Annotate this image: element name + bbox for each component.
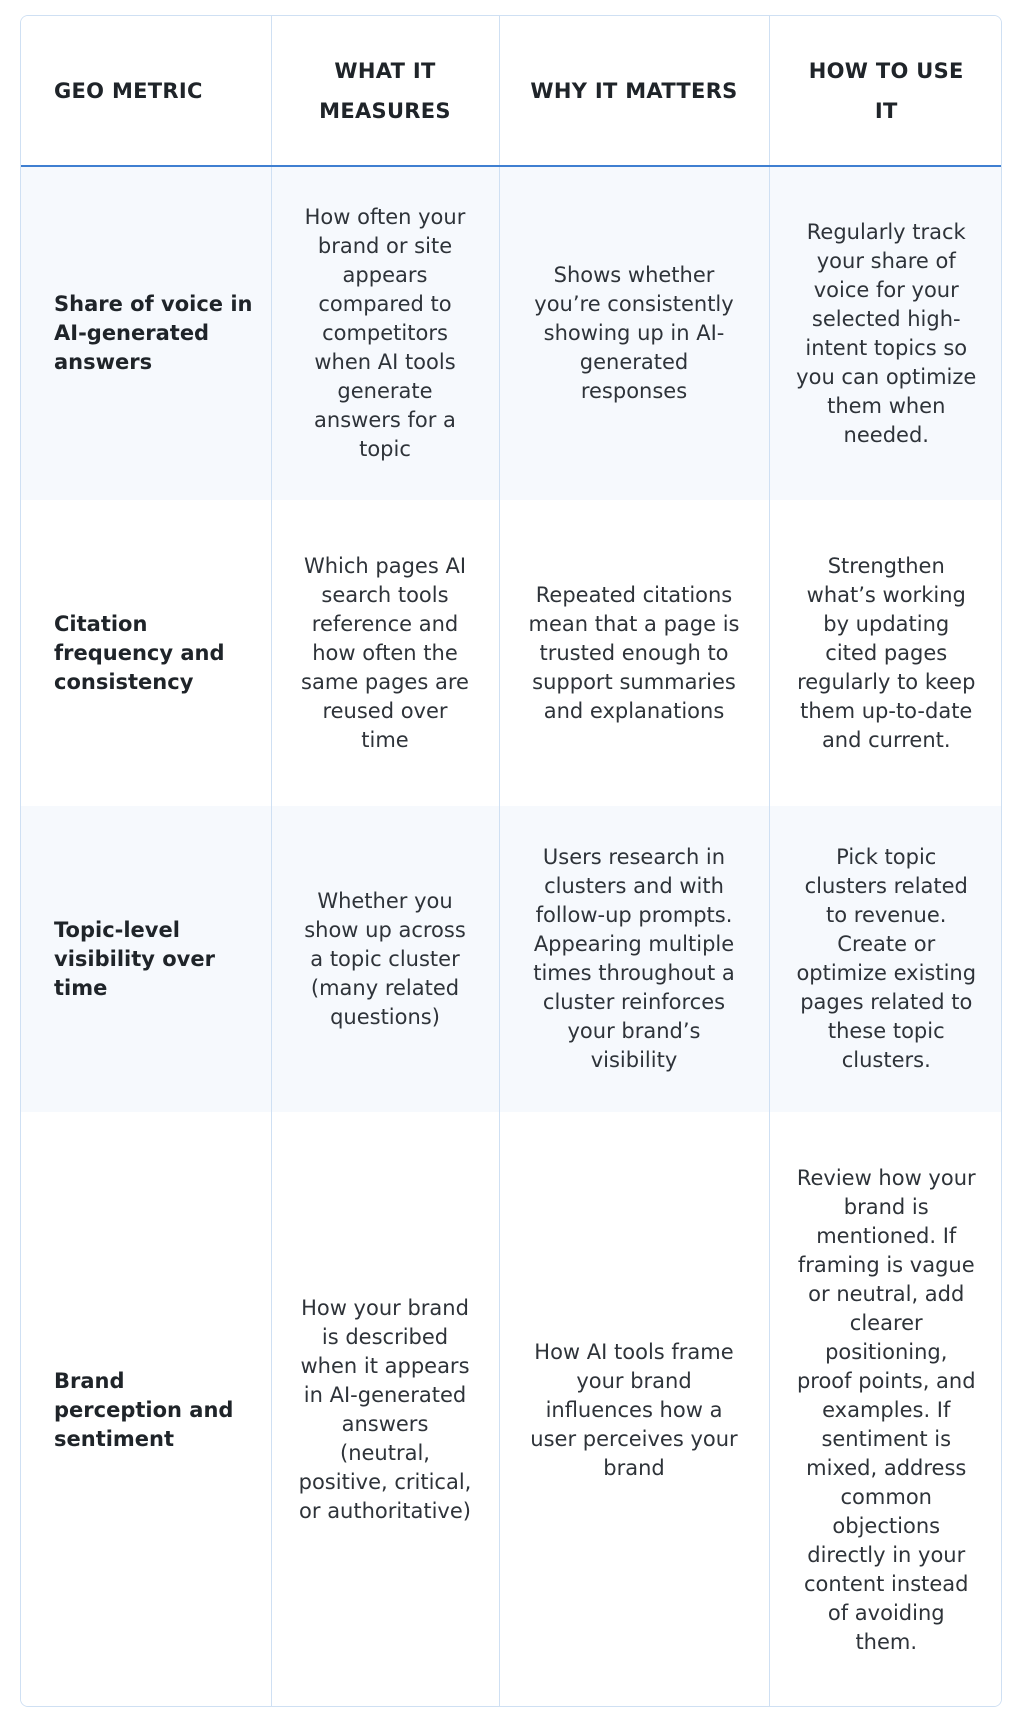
geo-metrics-table-frame bbox=[20, 15, 1002, 1707]
table-header bbox=[21, 16, 1002, 166]
how-to-use-it-cell: Strengthen what’s working by updating cited pages regularly to keep them up-to-date and current. bbox=[797, 553, 976, 752]
what-it-measures-cell: How your brand is described when it appears in AI-generated answers (neutral, positive, critical, or authoritative) bbox=[271, 1112, 499, 1707]
why-it-matters-cell: Shows whether you’re consistently showing up in AI-generated responses bbox=[499, 166, 769, 500]
what-it-measures-cell: Whether you show up across a topic cluster (many related questions) bbox=[271, 806, 499, 1112]
metric-name: Citation frequency and consistency bbox=[21, 500, 271, 806]
why-it-matters-cell: How AI tools frame your brand influences how a user perceives your brand bbox=[499, 1112, 769, 1707]
how-to-use-it-cell: Regularly track your share of voice for your selected high-intent topics so you can optimize them when needed. bbox=[796, 219, 977, 447]
why-it-matters-cell: Users research in clusters and with follow-up prompts. Appearing multiple times throughout a cluster reinforces your brand’s visibility bbox=[499, 806, 769, 1112]
table-body bbox=[21, 166, 1002, 1707]
metric-name: Brand perception and sentiment bbox=[21, 1112, 271, 1707]
how-to-use-it-cell: Review how your brand is mentioned. If framing is vague or neutral, add clearer positioning, proof points, and examples. If sentiment is mixed, address common objections directly in your content instead of avoiding them. bbox=[796, 1165, 976, 1654]
geo-metrics-table bbox=[21, 16, 1002, 1707]
metric-name: Topic-level visibility over time bbox=[21, 806, 271, 1112]
table-row bbox=[21, 166, 1002, 500]
header-why-it-matters: WHY IT MATTERS bbox=[499, 16, 769, 166]
header-geo-metric: GEO METRIC bbox=[21, 16, 271, 166]
header-how-to-use-it: HOW TO USE IT bbox=[769, 16, 1002, 166]
what-it-measures-cell: How often your brand or site appears compared to competitors when AI tools generate answers for a topic bbox=[271, 166, 499, 500]
table-row bbox=[21, 806, 1002, 1112]
table-row bbox=[21, 500, 1002, 806]
header-what-it-measures: WHAT IT MEASURES bbox=[271, 16, 499, 166]
how-to-use-it-cell: Pick topic clusters related to revenue. Create or optimize existing pages related to these topic clusters. bbox=[796, 845, 977, 1072]
what-it-measures-cell: Which pages AI search tools reference and how often the same pages are reused over time bbox=[271, 500, 499, 806]
metric-name: Share of voice in AI-generated answers bbox=[21, 166, 271, 500]
table-header-row bbox=[21, 16, 1002, 166]
table-row bbox=[21, 1112, 1002, 1707]
why-it-matters-cell: Repeated citations mean that a page is trusted enough to support summaries and explanations bbox=[499, 500, 769, 806]
